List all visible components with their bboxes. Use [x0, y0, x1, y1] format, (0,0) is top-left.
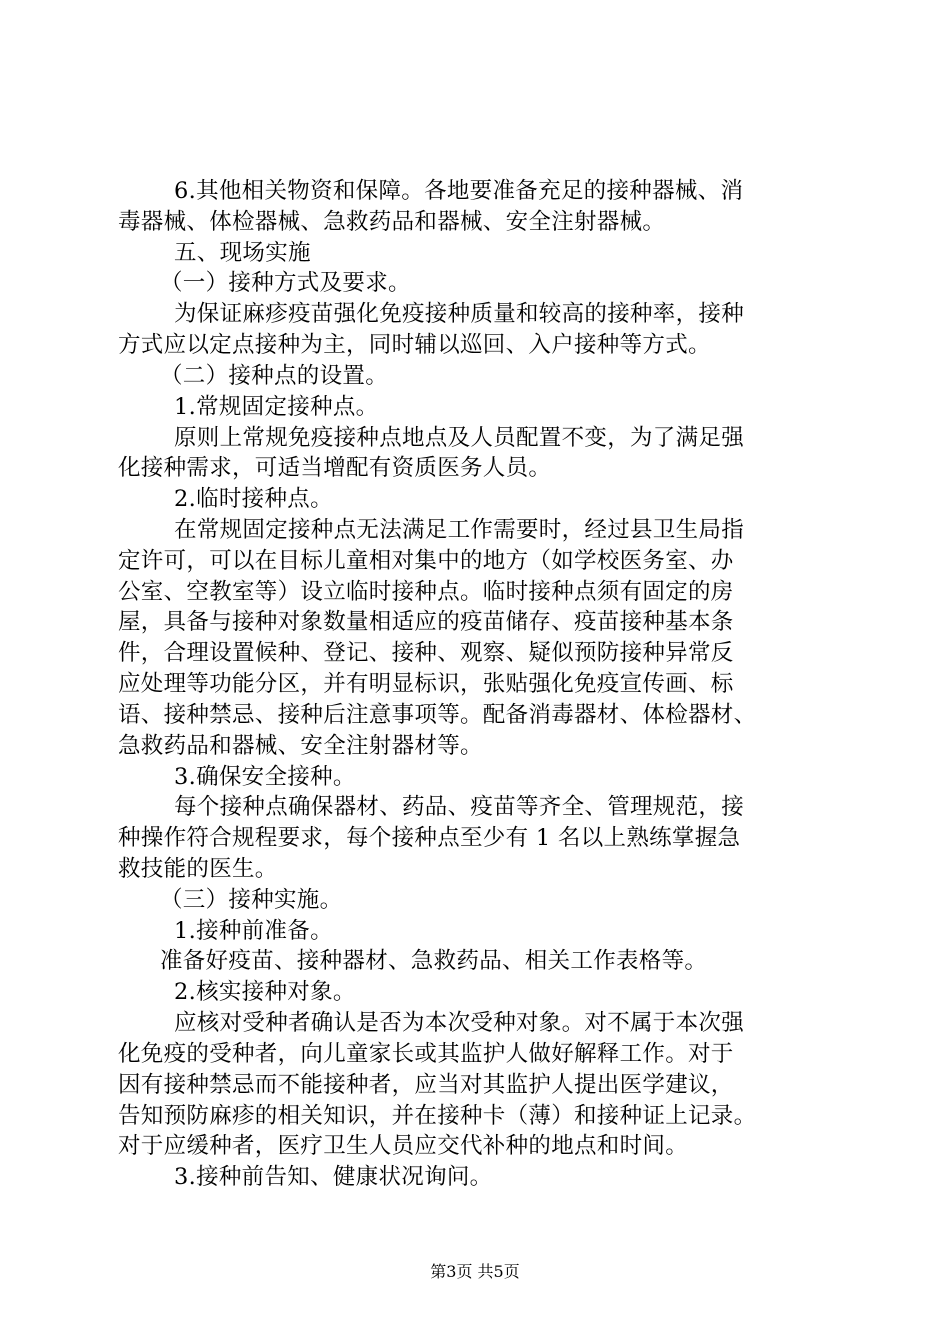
text-line: 在常规固定接种点无法满足工作需要时，经过县卫生局指 [174, 517, 745, 543]
text-line: 件，合理设置候种、登记、接种、观察、疑似预防接种异常反 [118, 640, 734, 666]
list-item-heading: 2.核实接种对象。 [174, 979, 356, 1005]
list-item-heading: 3.接种前告知、健康状况询问。 [174, 1164, 493, 1190]
text-line: 种操作符合规程要求，每个接种点至少有 1 名以上熟练掌握急 [118, 825, 741, 851]
list-item-heading: 1.接种前准备。 [174, 918, 333, 944]
text-line: 准备好疫苗、接种器材、急救药品、相关工作表格等。 [160, 948, 708, 974]
list-item-heading: 1.常规固定接种点。 [174, 394, 379, 420]
text-line: 定许可，可以在目标儿童相对集中的地方（如学校医务室、办 [118, 548, 734, 574]
text-line: 应核对受种者确认是否为本次受种对象。对不属于本次强 [174, 1010, 745, 1036]
text-line: 化接种需求，可适当增配有资质医务人员。 [118, 455, 552, 481]
text-line: 语、接种禁忌、接种后注意事项等。配备消毒器材、体检器材、 [118, 702, 757, 728]
text-line: 告知预防麻疹的相关知识，并在接种卡（薄）和接种证上记录。 [118, 1103, 757, 1129]
text-line: 6.其他相关物资和保障。各地要准备充足的接种器械、消 [174, 178, 744, 204]
subsection-heading: （二）接种点的设置。 [160, 363, 389, 389]
subsection-heading: （三）接种实施。 [160, 887, 343, 913]
text-line: 方式应以定点接种为主，同时辅以巡回、入户接种等方式。 [118, 332, 711, 358]
text-line: 为保证麻疹疫苗强化免疫接种质量和较高的接种率，接种 [174, 301, 745, 327]
text-line: 因有接种禁忌而不能接种者，应当对其监护人提出医学建议， [118, 1072, 734, 1098]
list-item-heading: 2.临时接种点。 [174, 486, 333, 512]
text-line: 屋，具备与接种对象数量相适应的疫苗储存、疫苗接种基本条 [118, 609, 734, 635]
text-line: 应处理等功能分区，并有明显标识，张贴强化免疫宣传画、标 [118, 671, 734, 697]
list-item-heading: 3.确保安全接种。 [174, 764, 356, 790]
text-line: 化免疫的受种者，向儿童家长或其监护人做好解释工作。对于 [118, 1041, 734, 1067]
page-number-footer: 第3页 共5页 [430, 1262, 520, 1281]
text-line: 对于应缓种者，医疗卫生人员应交代补种的地点和时间。 [118, 1133, 689, 1159]
text-line: 救技能的医生。 [118, 856, 278, 882]
text-line: 每个接种点确保器材、药品、疫苗等齐全、管理规范，接 [174, 794, 745, 820]
text-line: 公室、空教室等）设立临时接种点。临时接种点须有固定的房 [118, 579, 734, 605]
subsection-heading: （一）接种方式及要求。 [160, 270, 411, 296]
text-line: 原则上常规免疫接种点地点及人员配置不变，为了满足强 [174, 425, 745, 451]
text-line: 毒器械、体检器械、急救药品和器械、安全注射器械。 [118, 209, 666, 235]
text-line: 急救药品和器械、安全注射器材等。 [118, 733, 483, 759]
section-heading: 五、现场实施 [174, 240, 311, 266]
